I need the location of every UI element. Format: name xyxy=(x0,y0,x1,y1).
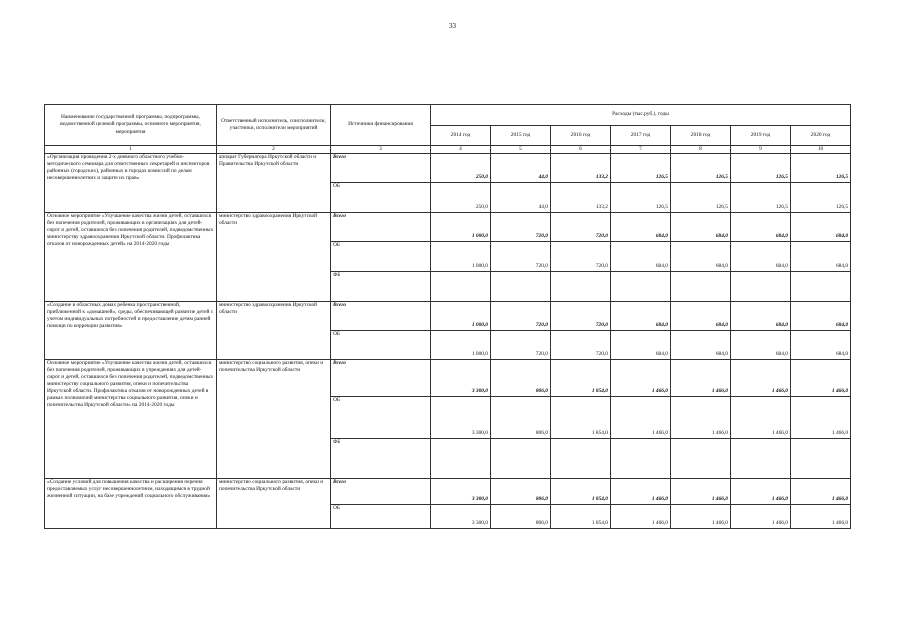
header-program: Наименование государственной программы, подпрограммы, ведомственной целевой программы, основного мероприятия, мероприятия xyxy=(45,105,217,146)
funding-source: Всего xyxy=(331,479,431,505)
funding-source: ОБ xyxy=(331,397,431,439)
expense-value: 1 466,0 xyxy=(731,479,791,505)
expense-value: 1 466,0 xyxy=(611,479,671,505)
expense-value: 133,2 xyxy=(551,183,611,213)
column-number: 7 xyxy=(611,146,671,154)
expense-value: 1 466,0 xyxy=(731,397,791,439)
expense-value: 684,0 xyxy=(791,331,851,360)
expense-value: 684,0 xyxy=(611,213,671,242)
expense-value: 1 854,0 xyxy=(551,397,611,439)
expense-value: 720,0 xyxy=(551,213,611,242)
expense-value: 3 300,0 xyxy=(431,360,491,397)
header-year: 2019 год xyxy=(731,126,791,146)
column-number: 9 xyxy=(731,146,791,154)
expense-value: 44,0 xyxy=(491,154,551,183)
expense-value: 720,0 xyxy=(551,302,611,331)
expense-value: 1 466,0 xyxy=(791,360,851,397)
expense-value: 720,0 xyxy=(491,302,551,331)
header-year: 2014 год xyxy=(431,126,491,146)
expense-value: 126,5 xyxy=(671,154,731,183)
expense-value: 1 466,0 xyxy=(791,397,851,439)
expense-value: 684,0 xyxy=(731,242,791,272)
expense-value: 1 854,0 xyxy=(551,479,611,505)
expense-value xyxy=(431,439,491,479)
program-name: «Организация проведения 2-х дневного областного учебно-методического семинара для ответственных секретарей и инспекторов районных (городских), районных в городах комиссий по делам несовершеннолетних и защите их прав» xyxy=(45,154,217,213)
expense-value xyxy=(431,272,491,302)
header-year: 2015 год xyxy=(491,126,551,146)
expense-value: 684,0 xyxy=(731,213,791,242)
expense-value: 684,0 xyxy=(611,242,671,272)
expense-value: 720,0 xyxy=(491,331,551,360)
expense-value: 133,2 xyxy=(551,154,611,183)
expense-value: 1 000,0 xyxy=(431,302,491,331)
expense-value: 1 466,0 xyxy=(611,360,671,397)
table-row xyxy=(45,154,851,183)
expense-value: 684,0 xyxy=(671,302,731,331)
header-year: 2020 год xyxy=(791,126,851,146)
expense-value: 3 300,0 xyxy=(431,479,491,505)
header-year: 2016 год xyxy=(551,126,611,146)
table-row xyxy=(45,479,851,505)
expense-value xyxy=(611,272,671,302)
funding-source: Всего xyxy=(331,360,431,397)
expense-value xyxy=(731,272,791,302)
column-number: 4 xyxy=(431,146,491,154)
expense-value: 1 466,0 xyxy=(611,397,671,439)
expense-value: 684,0 xyxy=(671,242,731,272)
expense-value: 126,5 xyxy=(611,154,671,183)
expense-value: 684,0 xyxy=(611,302,671,331)
program-name: Основное мероприятие «Улучшение качества жизни детей, оставшихся без попечения родителей, проживающих в учреждениях для детей-сирот и детей, оставшихся без попечения родителей, подведомственных министерству социального развития, опеки и попечительства Иркутской области. Профилактика отказов от новорожденных детей в рамках полномочий министерства социального развития, опеки и попечительства Иркутской области» на 2014-2020 годы xyxy=(45,360,217,479)
expense-value: 1 854,0 xyxy=(551,505,611,529)
expense-value: 1 466,0 xyxy=(611,505,671,529)
expense-value: 126,5 xyxy=(671,183,731,213)
expense-value: 720,0 xyxy=(491,213,551,242)
expense-value: 250,0 xyxy=(431,183,491,213)
expense-value: 3 300,0 xyxy=(431,397,491,439)
column-number: 5 xyxy=(491,146,551,154)
expense-value xyxy=(731,439,791,479)
expense-value: 684,0 xyxy=(671,331,731,360)
expense-value: 1 466,0 xyxy=(791,479,851,505)
program-name: Основное мероприятие «Улучшение качества жизни детей, оставшихся без попечения родителей, проживающих в организациях для детей-сирот и детей, оставшихся без попечения родителей, подведомственных министерству здравоохранения Иркутской области. Профилактика отказов от новорожденных детей» на 2014-2020 годы xyxy=(45,213,217,302)
expense-value: 3 300,0 xyxy=(431,505,491,529)
column-number: 1 xyxy=(45,146,217,154)
table-row xyxy=(45,360,851,397)
expense-value: 126,5 xyxy=(731,183,791,213)
header-expenses: Расходы (тыс.руб.), годы xyxy=(431,105,851,126)
expense-value: 806,0 xyxy=(491,360,551,397)
expense-value: 684,0 xyxy=(731,302,791,331)
column-number: 6 xyxy=(551,146,611,154)
expense-value: 806,0 xyxy=(491,397,551,439)
expense-value: 684,0 xyxy=(791,242,851,272)
executor-name: министерство социального развития, опеки и попечительства Иркутской области xyxy=(217,360,331,479)
executor-name: министерство здравоохранения Иркутской области xyxy=(217,213,331,302)
header-year: 2018 год xyxy=(671,126,731,146)
expense-value: 806,0 xyxy=(491,505,551,529)
expense-value: 720,0 xyxy=(551,331,611,360)
expense-value xyxy=(791,439,851,479)
expense-value: 1 466,0 xyxy=(671,397,731,439)
expense-value: 126,5 xyxy=(731,154,791,183)
expense-value: 126,5 xyxy=(791,154,851,183)
budget-table xyxy=(44,104,851,529)
expense-value: 1 466,0 xyxy=(671,360,731,397)
expense-value: 684,0 xyxy=(671,213,731,242)
expense-value: 806,0 xyxy=(491,479,551,505)
column-number: 2 xyxy=(217,146,331,154)
expense-value: 684,0 xyxy=(791,302,851,331)
expense-value: 44,0 xyxy=(491,183,551,213)
expense-value: 1 000,0 xyxy=(431,242,491,272)
page-number: 33 xyxy=(449,22,456,30)
expense-value: 1 466,0 xyxy=(731,360,791,397)
funding-source: Всего xyxy=(331,302,431,331)
funding-source: Всего xyxy=(331,154,431,183)
executor-name: министерство здравоохранения Иркутской области xyxy=(217,302,331,360)
expense-value: 684,0 xyxy=(731,331,791,360)
executor-name: аппарат Губернатора Иркутской области и Правительства Иркутской области xyxy=(217,154,331,213)
expense-value: 1 000,0 xyxy=(431,213,491,242)
funding-source: ОБ xyxy=(331,242,431,272)
program-name: «Создание условий для повышения качества и расширения перечня предоставляемых услуг несовершеннолетним, находящимся в трудной жизненной ситуации, на базе учреждений социального обслуживания» xyxy=(45,479,217,529)
header-executor: Ответственный исполнитель, соисполнители, участники, исполнители мероприятий xyxy=(217,105,331,146)
expense-value: 684,0 xyxy=(611,331,671,360)
expense-value: 126,5 xyxy=(791,183,851,213)
expense-value xyxy=(671,272,731,302)
expense-value xyxy=(551,272,611,302)
executor-name: министерство социального развития, опеки и попечительства Иркутской области xyxy=(217,479,331,529)
funding-source: ФБ xyxy=(331,272,431,302)
expense-value: 1 854,0 xyxy=(551,360,611,397)
program-name: «Создание в областных домах ребенка пространственной, приближенной к «домашней», среды, обеспечивающей развитие детей с учетом индивидуальных потребностей и предоставление детям ранней помощи по коррекции развития» xyxy=(45,302,217,360)
expense-value xyxy=(551,439,611,479)
expense-value xyxy=(491,272,551,302)
expense-value: 126,5 xyxy=(611,183,671,213)
table-body xyxy=(45,154,851,529)
expense-value xyxy=(491,439,551,479)
expense-value: 1 466,0 xyxy=(731,505,791,529)
expense-value: 1 466,0 xyxy=(671,505,731,529)
funding-source: ОБ xyxy=(331,505,431,529)
expense-value: 250,0 xyxy=(431,154,491,183)
funding-source: Всего xyxy=(331,213,431,242)
table-row xyxy=(45,302,851,331)
expense-value xyxy=(611,439,671,479)
column-number: 8 xyxy=(671,146,731,154)
expense-value: 720,0 xyxy=(491,242,551,272)
header-year: 2017 год xyxy=(611,126,671,146)
header-source: Источники финансирования xyxy=(331,105,431,146)
expense-value: 684,0 xyxy=(791,213,851,242)
column-number: 3 xyxy=(331,146,431,154)
expense-value: 1 466,0 xyxy=(671,479,731,505)
expense-value xyxy=(791,272,851,302)
column-number: 10 xyxy=(791,146,851,154)
funding-source: ОБ xyxy=(331,331,431,360)
funding-source: ФБ xyxy=(331,439,431,479)
expense-value xyxy=(671,439,731,479)
expense-value: 1 000,0 xyxy=(431,331,491,360)
expense-value: 720,0 xyxy=(551,242,611,272)
expense-value: 1 466,0 xyxy=(791,505,851,529)
table-row xyxy=(45,213,851,242)
funding-source: ОБ xyxy=(331,183,431,213)
